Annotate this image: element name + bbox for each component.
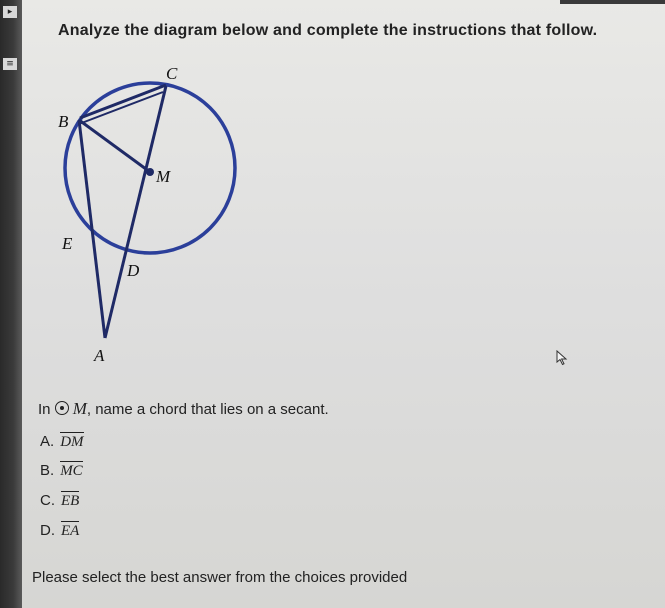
- choice-b[interactable]: [40, 462, 83, 480]
- question-circle-name: M: [72, 399, 87, 418]
- choice-segment: EB: [61, 493, 80, 509]
- choice-letter: D.: [40, 522, 55, 539]
- question-text: [38, 399, 329, 419]
- expand-icon[interactable]: ▸: [3, 6, 17, 18]
- choice-letter: C.: [40, 492, 55, 509]
- question-body: , name a chord that lies on a secant.: [86, 401, 329, 418]
- instruction-text: Analyze the diagram below and complete the instructions that follow.: [58, 22, 598, 39]
- choice-letter: A.: [40, 433, 55, 450]
- question-prefix: In: [38, 401, 51, 418]
- circle-symbol-icon: [55, 401, 69, 415]
- label-c: C: [166, 64, 178, 83]
- choice-segment: EA: [61, 523, 80, 539]
- secant-ca: [105, 86, 166, 338]
- secant-ba: [79, 120, 105, 338]
- mouse-cursor-icon: [556, 350, 568, 366]
- menu-icon[interactable]: ≡: [3, 58, 17, 70]
- label-a: A: [94, 346, 105, 365]
- label-b: B: [58, 112, 69, 131]
- choice-c[interactable]: [40, 492, 79, 510]
- segment-bm: [79, 120, 150, 172]
- choice-d[interactable]: [40, 522, 79, 540]
- choice-segment: MC: [60, 463, 83, 479]
- label-m: M: [156, 167, 171, 186]
- choice-letter: B.: [40, 462, 55, 479]
- label-e: E: [62, 234, 73, 253]
- footer-instruction: Please select the best answer from the choices provided: [32, 569, 408, 586]
- choice-a[interactable]: [40, 433, 84, 451]
- center-point-m: [146, 168, 154, 176]
- label-d: D: [127, 261, 140, 280]
- chord-bc: [80, 85, 166, 118]
- choice-segment: DM: [60, 434, 84, 450]
